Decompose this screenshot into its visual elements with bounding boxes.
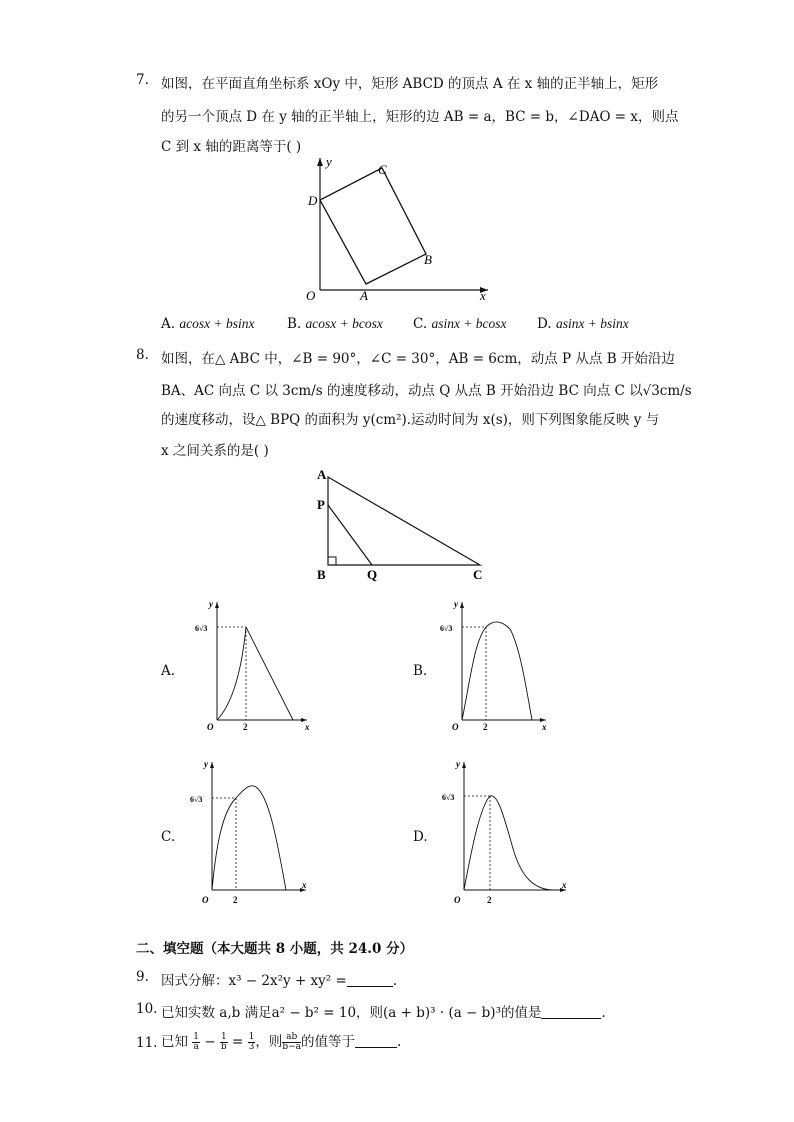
q8-option-b-letter[interactable]: B.	[413, 663, 428, 679]
svg-text:O: O	[452, 722, 459, 732]
q7-line3: C 到 x 轴的距离等于( )	[161, 139, 302, 155]
q7-label-C: C	[378, 162, 387, 177]
svg-text:O: O	[454, 895, 461, 905]
svg-text:2: 2	[243, 722, 248, 732]
svg-text:2: 2	[483, 722, 488, 732]
option-letter: B.	[287, 316, 302, 332]
option-letter: D.	[537, 316, 552, 332]
svg-text:O: O	[207, 722, 214, 732]
q7-line1: 如图，在平面直角坐标系 xOy 中，矩形 ABCD 的顶点 A 在 x 轴的正半轴上，矩形	[161, 76, 659, 92]
svg-text:2: 2	[487, 895, 492, 905]
q10-text: 已知实数 a,b 满足a² − b² = 10，则(a + b)³ · (a − b)³的值是	[161, 1005, 542, 1021]
q10-number: 10.	[136, 1001, 158, 1017]
q8-label-Q: Q	[367, 567, 378, 582]
q8-option-a-letter[interactable]: A.	[161, 663, 176, 679]
q8-option-b-graph[interactable]	[440, 597, 570, 737]
q8-label-A: A	[317, 467, 327, 482]
q8-option-d-letter[interactable]: D.	[413, 829, 428, 845]
q8-option-d-graph[interactable]	[442, 757, 572, 912]
option-text: acosx + bcosx	[305, 316, 383, 331]
q7-line2: 的另一个顶点 D 在 y 轴的正半轴上，矩形的边 AB = a，BC = b，∠DAO = x，则点	[161, 109, 679, 125]
q8-line2: BA、AC 向点 C 以 3cm/s 的速度移动，动点 Q 从点 B 开始沿边 BC 向点 C 以√3cm/s	[161, 383, 692, 399]
q8-line1: 如图，在△ ABC 中，∠B = 90°，∠C = 30°，AB = 6cm，动点 P 从点 B 开始沿边	[161, 351, 675, 367]
q8-label-B: B	[317, 567, 326, 582]
svg-text:x: x	[562, 880, 567, 890]
svg-text:y: y	[456, 759, 460, 769]
q8-option-a-graph[interactable]	[195, 597, 325, 737]
svg-text:y: y	[204, 759, 208, 769]
q8-line3: 的速度移动，设△ BPQ 的面积为 y(cm²).运动时间为 x(s)，则下列图象能反映 y 与	[161, 412, 660, 428]
q8-line4: x 之间关系的是( )	[161, 443, 269, 459]
q8-triangle-figure	[305, 465, 505, 585]
q11-answer-blank[interactable]	[355, 1035, 397, 1048]
svg-text:x: x	[302, 880, 307, 890]
q7-label-B: B	[424, 252, 432, 267]
q8-number: 8.	[136, 347, 149, 363]
q7-option-c[interactable]	[413, 316, 507, 332]
q8-label-C: C	[473, 567, 483, 582]
q7-option-a[interactable]	[161, 316, 254, 332]
svg-text:O: O	[202, 895, 209, 905]
q9-answer-blank[interactable]	[347, 974, 393, 987]
svg-text:x: x	[542, 722, 547, 732]
option-text: acosx + bsinx	[179, 316, 255, 331]
svg-text:6√3: 6√3	[440, 624, 453, 633]
q10-answer-blank[interactable]	[541, 1006, 601, 1019]
q8-option-c-graph[interactable]	[190, 757, 320, 912]
svg-text:y: y	[209, 599, 213, 609]
q7-figure	[300, 150, 500, 305]
q8-label-P: P	[317, 497, 325, 512]
q9-number: 9.	[136, 969, 149, 985]
q7-number: 7.	[136, 72, 149, 88]
svg-text:6√3: 6√3	[195, 624, 208, 633]
q9-text: 因式分解：x³ − 2x²y + xy² =	[161, 973, 347, 989]
option-letter: C.	[413, 316, 428, 332]
q7-label-y: y	[326, 154, 332, 169]
svg-text:y: y	[454, 599, 458, 609]
q7-label-O: O	[306, 288, 316, 303]
section-title: 二、填空题（本大题共 8 小题，共 24.0 分）	[136, 941, 414, 957]
q8-option-c-letter[interactable]: C.	[161, 829, 176, 845]
q7-label-x: x	[480, 288, 486, 303]
svg-text:2: 2	[233, 895, 238, 905]
q7-option-b[interactable]	[287, 316, 383, 332]
option-letter: A.	[161, 316, 176, 332]
q7-label-A: A	[360, 288, 368, 303]
option-text: asinx + bsinx	[555, 316, 629, 331]
q7-option-d[interactable]	[537, 316, 629, 332]
option-text: asinx + bcosx	[431, 316, 507, 331]
svg-text:6√3: 6√3	[442, 793, 455, 802]
q7-label-D: D	[308, 193, 318, 208]
q11-number: 11.	[136, 1035, 158, 1051]
svg-text:x: x	[305, 722, 310, 732]
svg-text:6√3: 6√3	[190, 795, 203, 804]
